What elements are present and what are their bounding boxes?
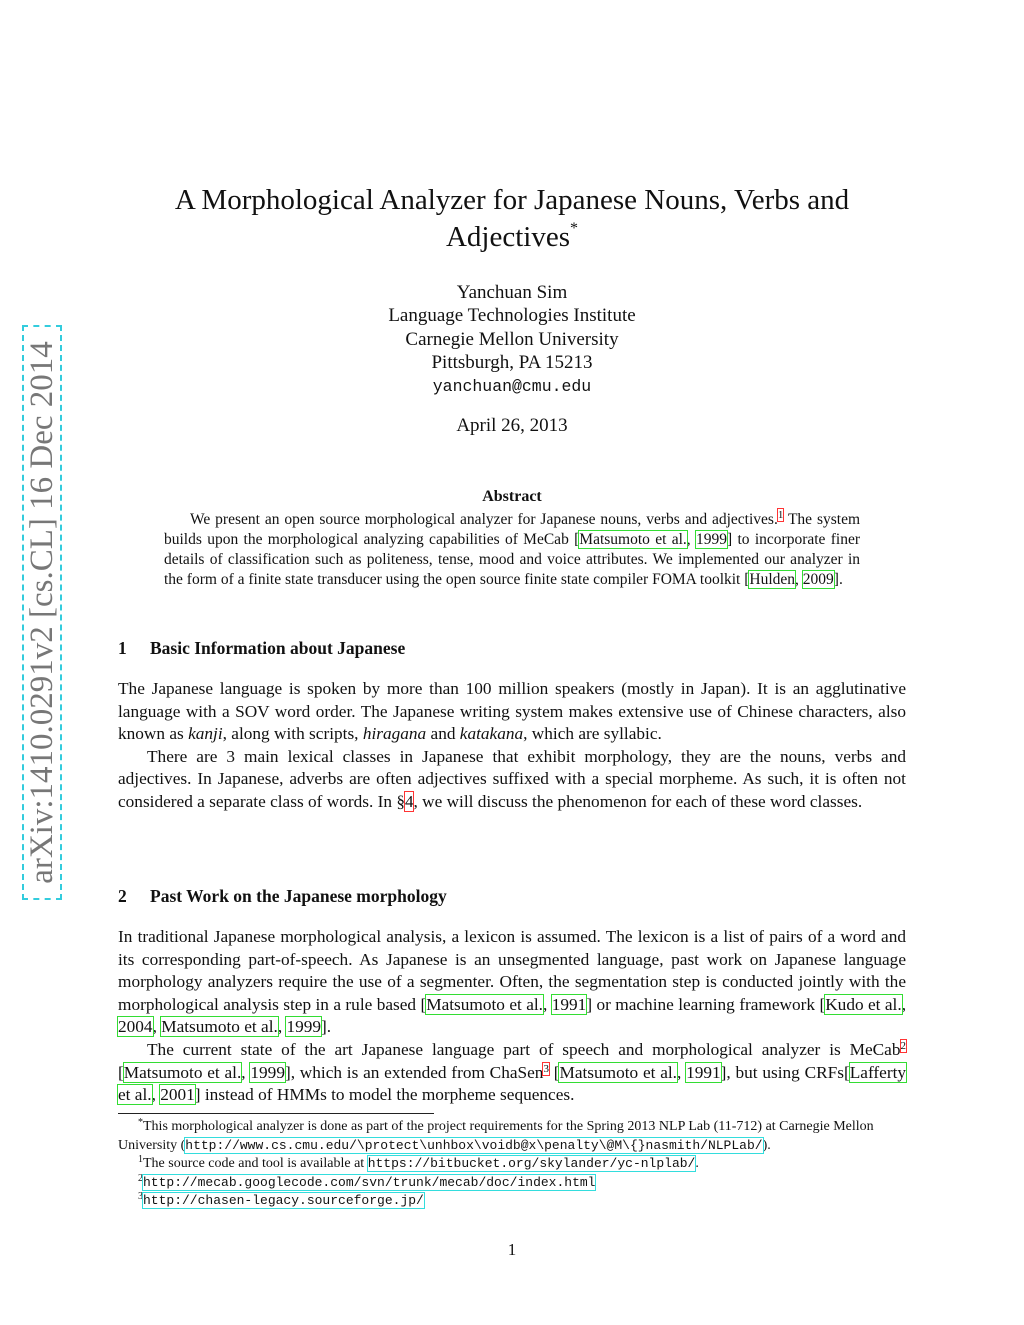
author-email: yanchuan@cmu.edu — [432, 376, 592, 396]
citation-year-link[interactable]: 2001 — [160, 1085, 195, 1105]
citation-year-link[interactable]: 2004 — [118, 1017, 153, 1037]
footnote-1 — [118, 1155, 906, 1174]
paragraph-text: ]. — [321, 1017, 332, 1037]
citation-separator: , — [795, 571, 803, 588]
footnote-text: The source code and tool is available at — [143, 1156, 368, 1171]
citation-year-link[interactable]: 1999 — [696, 531, 727, 548]
abstract-text-3: ] to incorporate finer details of classification such as politeness, tense, mood and voice attributes. We implemented our analyzer in the form of a finite state transducer using the open source finite state compiler FOMA toolkit [ — [164, 531, 860, 588]
citation-year-link[interactable]: 1991 — [686, 1062, 721, 1082]
paragraph-text: ] instead of HMMs to model the morpheme sequences. — [194, 1085, 575, 1105]
author-affiliation-university: Carnegie Mellon University — [405, 328, 619, 350]
footnote-ref-2[interactable]: 2 — [900, 1039, 906, 1052]
footnote-text: ). — [762, 1137, 771, 1153]
section-number: 1 — [118, 638, 127, 658]
section-2-body — [118, 926, 906, 1107]
section-number: 2 — [118, 886, 127, 906]
citation-year-link[interactable]: 1999 — [286, 1017, 322, 1037]
section-ref-link[interactable]: 4 — [404, 791, 414, 811]
paragraph-text: , along with scripts, — [222, 724, 363, 744]
term-kanji: kanji — [188, 724, 223, 744]
paragraph-text: , we will discuss the phenomenon for each of these word classes. — [413, 791, 863, 811]
paragraph-text: and — [426, 724, 460, 744]
citation-link[interactable]: Matsumoto et al. — [161, 1017, 278, 1037]
section-title: Past Work on the Japanese morphology — [150, 886, 447, 906]
abstract-text-2: The system builds upon the morphological analyzing capabilities of MeCab [ — [164, 511, 861, 548]
paragraph-text: ], which is an extended from ChaSen — [284, 1062, 544, 1082]
section-2-heading — [118, 886, 908, 907]
term-katakana: katakana — [459, 724, 524, 744]
footnote-url-link[interactable]: http://chasen-legacy.sourceforge.jp/ — [143, 1193, 424, 1208]
citation-link[interactable]: Matsumoto et al. — [426, 994, 544, 1014]
section-1-heading — [118, 638, 908, 659]
footnote-mark: * — [138, 1117, 143, 1128]
footnote-ref-1[interactable]: 1 — [777, 509, 784, 521]
footnote-2 — [118, 1174, 906, 1193]
paper-title — [150, 182, 874, 256]
paragraph-text: ], but using CRFs[ — [720, 1062, 850, 1082]
term-hiragana: hiragana — [362, 724, 427, 744]
paragraph — [118, 746, 906, 814]
footnote-mark: 2 — [138, 1172, 143, 1184]
citation-link[interactable]: Matsumoto et al. — [579, 531, 687, 548]
footnote-text: . — [695, 1156, 699, 1171]
paragraph-text: ] or machine learning framework [ — [586, 994, 826, 1014]
footnote-url-link[interactable]: http://mecab.googlecode.com/svn/trunk/mecab/doc/index.html — [143, 1174, 596, 1190]
footnote-star — [118, 1118, 906, 1155]
abstract-body — [164, 510, 860, 590]
footnote-url-link[interactable]: https://bitbucket.org/skylander/yc-nlplab/ — [367, 1156, 696, 1171]
citation-year-link[interactable]: 1991 — [551, 994, 587, 1014]
paragraph-text: The Japanese language is spoken by more than 100 million speakers (mostly in Japan). It is an agglutinative language with a SOV word order. The Japanese writing system makes extensive use of Chinese characters, also known as — [118, 679, 906, 744]
author-location: Pittsburgh, PA 15213 — [431, 352, 593, 374]
paragraph-text: The current state of the art Japanese language part of speech and morphological analyzer is MeCab — [147, 1039, 901, 1059]
arxiv-stamp-text: arXiv:1410.0291v2 [cs.CL] 16 Dec 2014 — [23, 341, 60, 884]
citation-link[interactable]: Matsumoto et al. — [123, 1062, 242, 1082]
citation-link[interactable]: Matsumoto et al. — [559, 1062, 677, 1082]
citation-link[interactable]: Hulden — [749, 571, 796, 588]
paragraph-text: [ — [548, 1062, 560, 1082]
paragraph-text: , which are syllabic. — [523, 724, 662, 744]
citation-year-link[interactable]: 2009 — [802, 571, 834, 588]
page-number: 1 — [507, 1240, 517, 1259]
footnote-mark: 3 — [138, 1191, 143, 1202]
footnote-text: This morphological analyzer is done as part of the project requirements for the Spring 2013 NLP Lab (11-712) at Carnegie Mellon University ( — [118, 1119, 874, 1153]
footnote-mark: 1 — [138, 1154, 143, 1165]
author-affiliation-institute: Language Technologies Institute — [388, 305, 636, 327]
footnote-divider — [118, 1113, 434, 1114]
title-footnote-mark: * — [570, 220, 578, 237]
arxiv-stamp-link[interactable] — [22, 325, 62, 900]
section-title: Basic Information about Japanese — [150, 638, 406, 658]
citation-link[interactable]: Kudo et al. — [825, 994, 902, 1014]
author-block — [262, 281, 762, 398]
paper-date: April 26, 2013 — [456, 415, 568, 436]
title-text: A Morphological Analyzer for Japanese Nouns, Verbs and Adjectives — [174, 184, 850, 253]
paragraph-text: There are 3 main lexical classes in Japanese that exhibit morphology, they are the nouns, verbs and adjectives. In Japanese, adverbs are often adjectives suffixed with a special morpheme. As such, it is often not considered a separate class of words. In § — [118, 746, 906, 811]
footnote-ref-3[interactable]: 3 — [543, 1062, 549, 1075]
paragraph — [118, 678, 906, 746]
citation-separator: , — [686, 531, 696, 548]
footnote-url-link[interactable]: http://www.cs.cmu.edu/\protect\unhbox\voidb@x\penalty\@M\{}nasmith/NLPLab/ — [185, 1137, 763, 1153]
paragraph-text: In traditional Japanese morphological analysis, a lexicon is assumed. The lexicon is a list of pairs of a word and its corresponding part-of-speech. As Japanese is an unsegmented language, past work on Japanese language morphology analyzers require the use of a segmenter. Often, the segmentation step is conducted jointly with the morphological analysis step in a rule based [ — [118, 927, 906, 1014]
citation-year-link[interactable]: 1999 — [250, 1062, 285, 1082]
section-1-body — [118, 678, 906, 814]
abstract-heading: Abstract — [482, 488, 542, 505]
footnote-3 — [118, 1192, 906, 1211]
paragraph: In traditional Japanese morphological analysis, a lexicon is assumed. The lexicon is a list of pairs of a word and its corresponding part-of-speech. As Japanese is an unsegmented language, past work on Japanese language morphology analyzers require the use of a segmenter. Often, the segmentation step is conducted jointly with the morphological analysis step in a rule based [Matsumoto et al., 1991] or machine learning framework [Kudo et al., 2004, Matsumoto et al., 1999]. — [118, 927, 907, 1037]
abstract-text-4: ]. — [833, 571, 843, 588]
paragraph-text: [ — [118, 1062, 124, 1082]
footnotes — [118, 1118, 906, 1211]
author-name: Yanchuan Sim — [456, 282, 568, 303]
paragraph: The current state of the art Japanese language part of speech and morphological analyzer is MeCab$^2$ [Matsumoto et al., 1999], which is an extended from ChaSen$^3$ [Matsumoto et al., 1991], but using CRFs[Lafferty et al., 2001] instead of HMMs to model the morpheme sequences. — [118, 1039, 907, 1105]
abstract-text-1: We present an open source morphological analyzer for Japanese nouns, verbs and adjectives. — [190, 511, 778, 528]
citation-link[interactable]: Lafferty et al. — [118, 1062, 907, 1105]
